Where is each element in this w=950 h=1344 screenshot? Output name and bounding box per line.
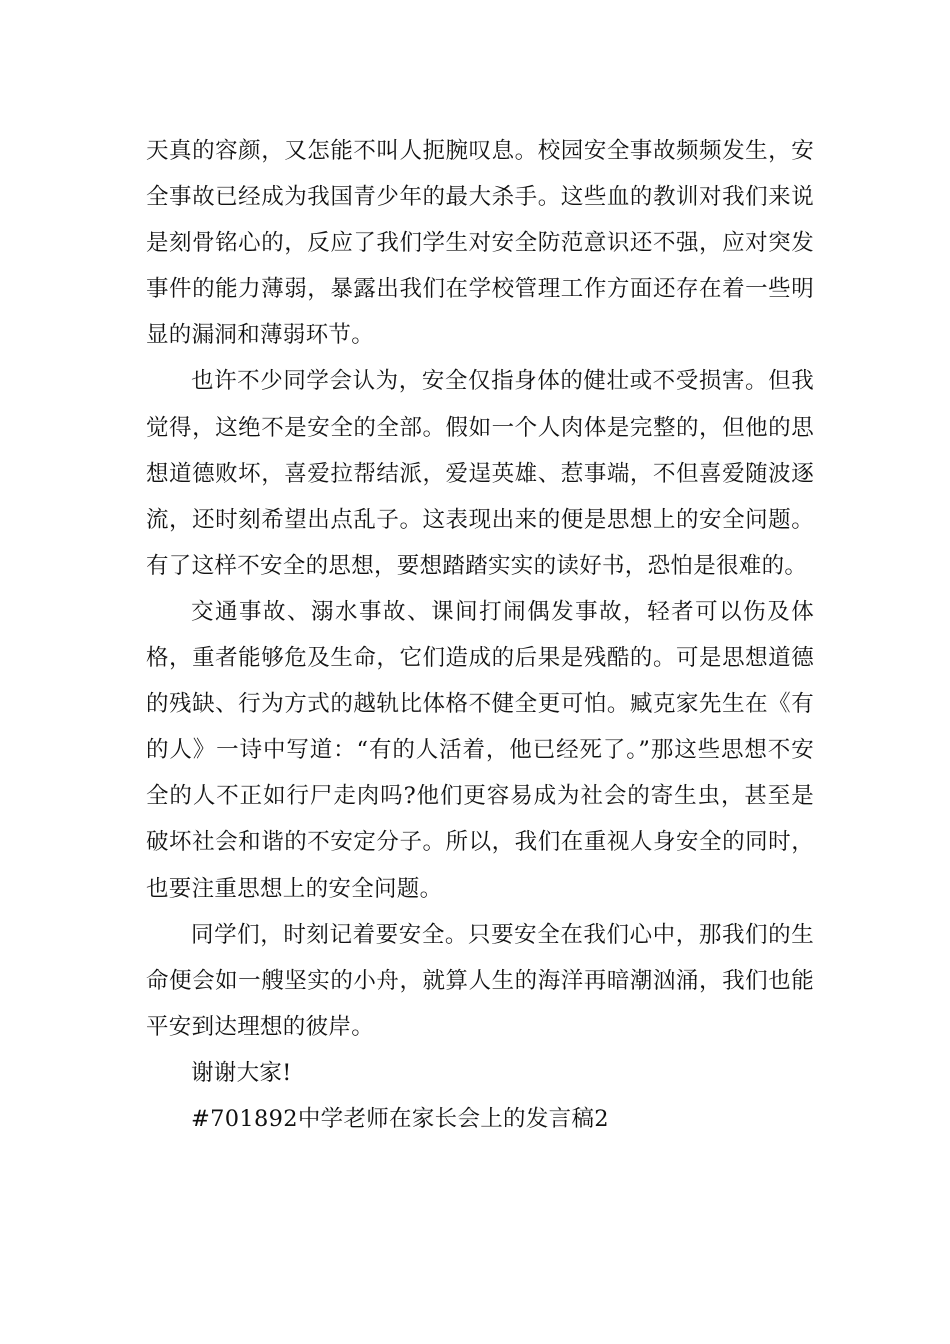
paragraph-moral-safety: 交通事故、溺水事故、课间打闹偶发事故，轻者可以伤及体格，重者能够危及生命，它们造成的后果是残酷的。可是思想道德的残缺、行为方式的越轨比体格不健全更可怕。臧克家先生在《有的人》一诗中写道：“有的人活着，他已经死了。”那这些思想不安全的人不正如行尸走肉吗?他们更容易成为社会的寄生虫，甚至是破坏社会和谐的不安定分子。所以，我们在重视人身安全的同时，也要注重思想上的安全问题。 [146, 598, 814, 902]
paragraph-safety-accidents: 天真的容颜，又怎能不叫人扼腕叹息。校园安全事故频频发生，安全事故已经成为我国青少年的最大杀手。这些血的教训对我们来说是刻骨铭心的，反应了我们学生对安全防范意识还不强，应对突发事件的能力薄弱，暴露出我们在学校管理工作方面还存在着一些明显的漏洞和薄弱环节。 [146, 138, 814, 349]
paragraph-mental-safety: 也许不少同学会认为，安全仅指身体的健壮或不受损害。但我觉得，这绝不是安全的全部。假如一个人肉体是完整的，但他的思想道德败坏，喜爱拉帮结派，爱逞英雄、惹事端，不但喜爱随波逐流，还时刻希望出点乱子。这表现出来的便是思想上的安全问题。有了这样不安全的思想，要想踏踏实实的读好书，恐怕是很难的。 [146, 368, 814, 579]
paragraph-thanks: 谢谢大家! [191, 1059, 292, 1086]
document-body [146, 128, 814, 1142]
next-section-title: #701892中学老师在家长会上的发言稿2 [191, 1105, 609, 1132]
paragraph-conclusion: 同学们，时刻记着要安全。只要安全在我们心中，那我们的生命便会如一艘坚实的小舟，就算人生的海洋再暗潮汹涌，我们也能平安到达理想的彼岸。 [146, 921, 814, 1040]
